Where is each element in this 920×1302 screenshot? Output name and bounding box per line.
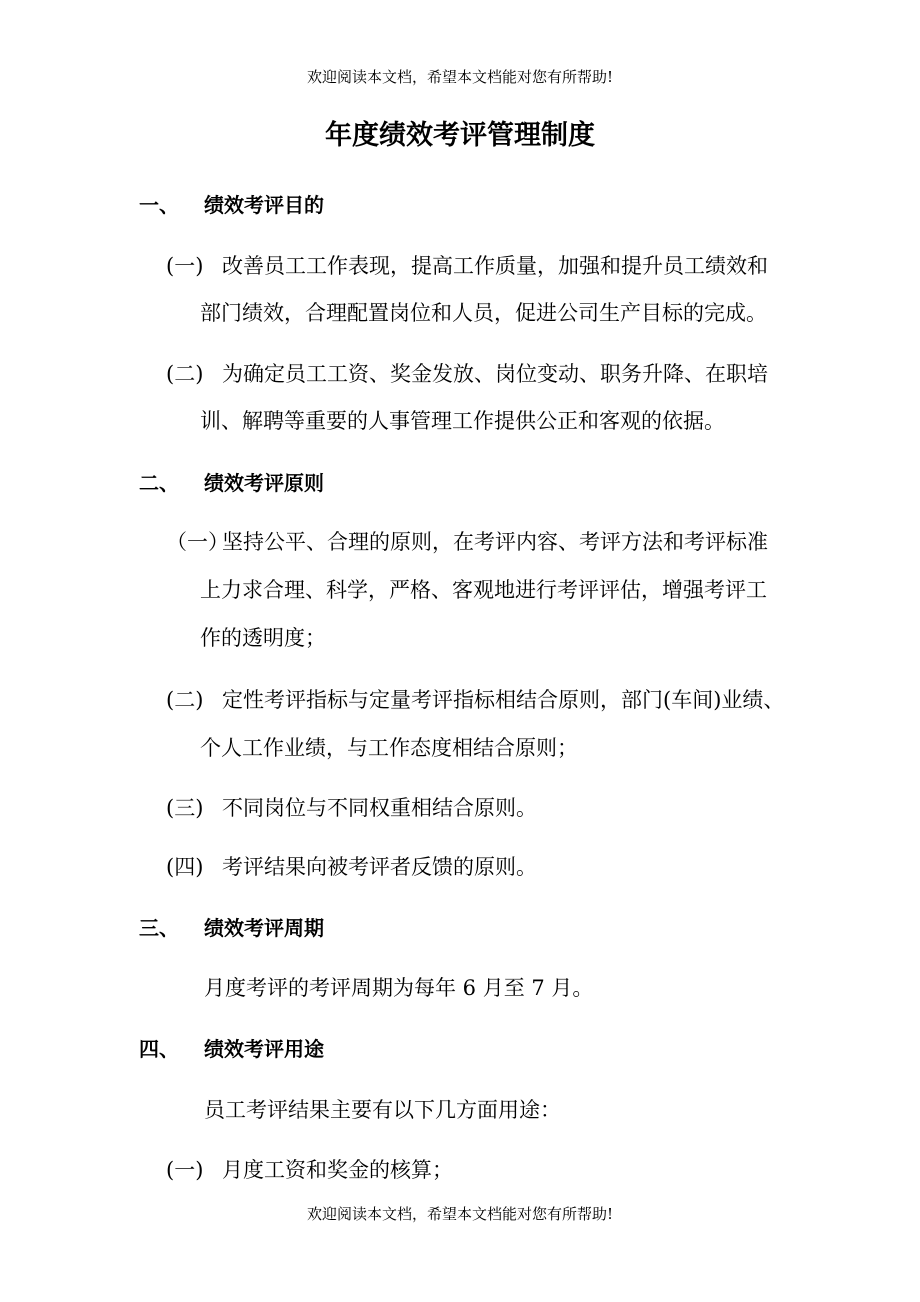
item-line: 改善员工工作表现，提高工作质量，加强和提升员工绩效和 <box>222 254 768 278</box>
item-line: 坚持公平、合理的原则，在考评内容、考评方法和考评标准 <box>222 530 768 554</box>
section-paragraph: 员工考评结果主要有以下几方面用途： <box>204 1098 561 1122</box>
item-label: (一) <box>166 254 204 278</box>
item-line: 定性考评指标与定量考评指标相结合原则，部门(车间)业绩、 <box>222 688 785 712</box>
item-line: 个人工作业绩，与工作态度相结合原则； <box>200 736 578 760</box>
section-4-heading: 绩效考评用途 <box>204 1037 324 1061</box>
page-title: 年度绩效考评管理制度 <box>325 120 595 151</box>
item-label: (三) <box>166 796 204 820</box>
section-1-number: 一、 <box>139 193 179 217</box>
item-line: 部门绩效，合理配置岗位和人员，促进公司生产目标的完成。 <box>200 301 767 325</box>
item-label: (一) <box>166 1158 204 1182</box>
section-3-number: 三、 <box>139 916 179 940</box>
item-line: 为确定员工工资、奖金发放、岗位变动、职务升降、在职培 <box>222 362 768 386</box>
item-line: 考评结果向被考评者反馈的原则。 <box>222 855 537 879</box>
section-2-heading: 绩效考评原则 <box>204 471 324 495</box>
item-line: 作的透明度； <box>200 626 326 650</box>
item-label: (二) <box>166 688 204 712</box>
header-banner: 欢迎阅读本文档，希望本文档能对您有所帮助! <box>306 68 614 86</box>
section-paragraph: 月度考评的考评周期为每年 6 月至 7 月。 <box>204 976 594 1000</box>
item-line: 月度工资和奖金的核算； <box>222 1158 453 1182</box>
item-line: 上力求合理、科学，严格、客观地进行考评评估，增强考评工 <box>200 578 767 602</box>
section-1-heading: 绩效考评目的 <box>204 193 324 217</box>
item-label: (四) <box>166 855 204 879</box>
section-3-heading: 绩效考评周期 <box>204 916 324 940</box>
item-label: (二) <box>166 362 204 386</box>
footer-banner: 欢迎阅读本文档，希望本文档能对您有所帮助! <box>306 1205 614 1223</box>
item-label: （一） <box>166 530 229 554</box>
section-4-number: 四、 <box>139 1037 179 1061</box>
section-2-number: 二、 <box>139 471 179 495</box>
item-line: 不同岗位与不同权重相结合原则。 <box>222 796 537 820</box>
item-line: 训、解聘等重要的人事管理工作提供公正和客观的依据。 <box>200 409 725 433</box>
